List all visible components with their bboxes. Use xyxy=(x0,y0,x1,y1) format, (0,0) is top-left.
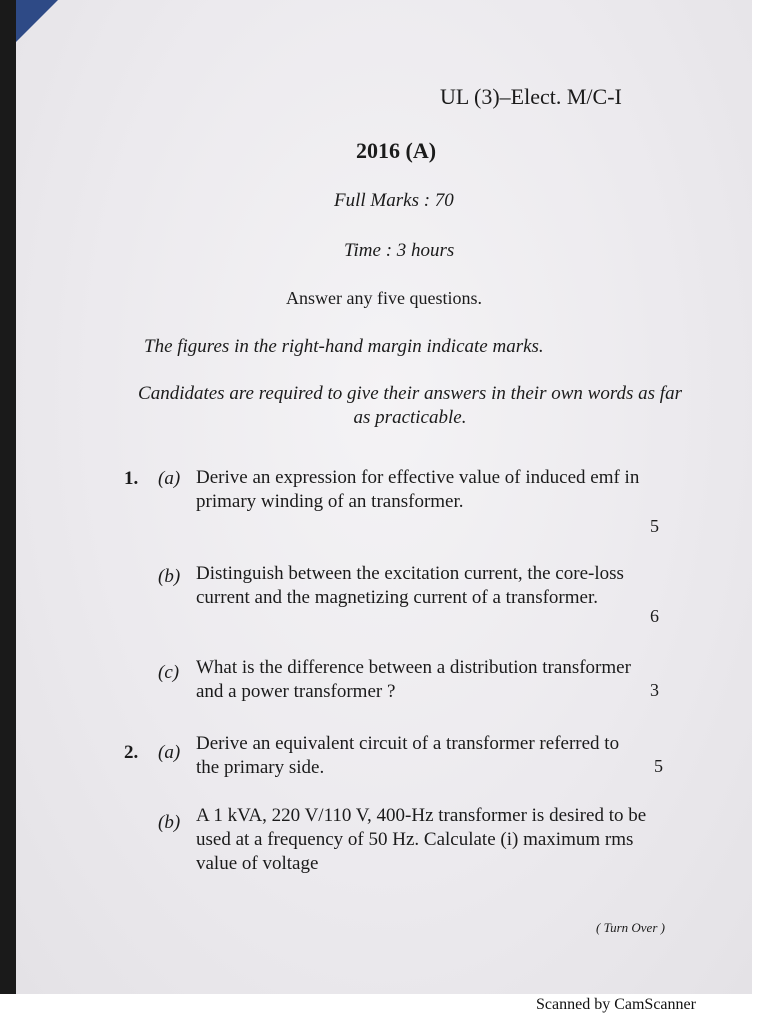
marks-value: 6 xyxy=(650,606,659,626)
candidates-note: Candidates are required to give their answers in their own words as far as practicable. xyxy=(138,383,682,428)
answer-instruction: Answer any five questions. xyxy=(286,288,482,308)
exam-time: Time : 3 hours xyxy=(344,240,455,261)
turn-over-note: ( Turn Over ) xyxy=(596,920,665,935)
part-label: (a) xyxy=(158,742,181,763)
question-number: 1. xyxy=(124,468,139,489)
paper-code: UL (3)–Elect. M/C-I xyxy=(440,84,622,109)
marks-value: 3 xyxy=(650,680,659,700)
question-text: Distinguish between the excitation current, the core-loss current and the magnetizing current of a transformer. xyxy=(196,563,624,608)
scan-left-border xyxy=(0,0,16,994)
exam-year: 2016 (A) xyxy=(356,138,437,163)
marks-value: 5 xyxy=(654,756,663,776)
question-text: Derive an equivalent circuit of a transformer referred to the primary side. xyxy=(196,733,620,778)
page-corner-tab xyxy=(16,0,58,42)
full-marks: Full Marks : 70 xyxy=(334,190,454,211)
question-number: 2. xyxy=(124,742,139,763)
question-text: What is the difference between a distribution transformer and a power transformer ? xyxy=(196,657,631,702)
question-text: A 1 kVA, 220 V/110 V, 400-Hz transformer is desired to be used at a frequency of 50 Hz. Calculate (i) maximum rms value of voltage xyxy=(196,805,647,874)
part-label: (b) xyxy=(158,566,181,587)
scanned-page xyxy=(16,0,752,994)
part-label: (c) xyxy=(158,662,180,683)
marks-value: 5 xyxy=(650,516,659,536)
part-label: (b) xyxy=(158,812,181,833)
scanner-watermark: Scanned by CamScanner xyxy=(536,996,696,1013)
part-label: (a) xyxy=(158,468,181,489)
question-text: Derive an expression for effective value of induced emf in primary winding of an transformer. xyxy=(196,467,640,512)
marks-note: The figures in the right-hand margin indicate marks. xyxy=(144,336,544,357)
